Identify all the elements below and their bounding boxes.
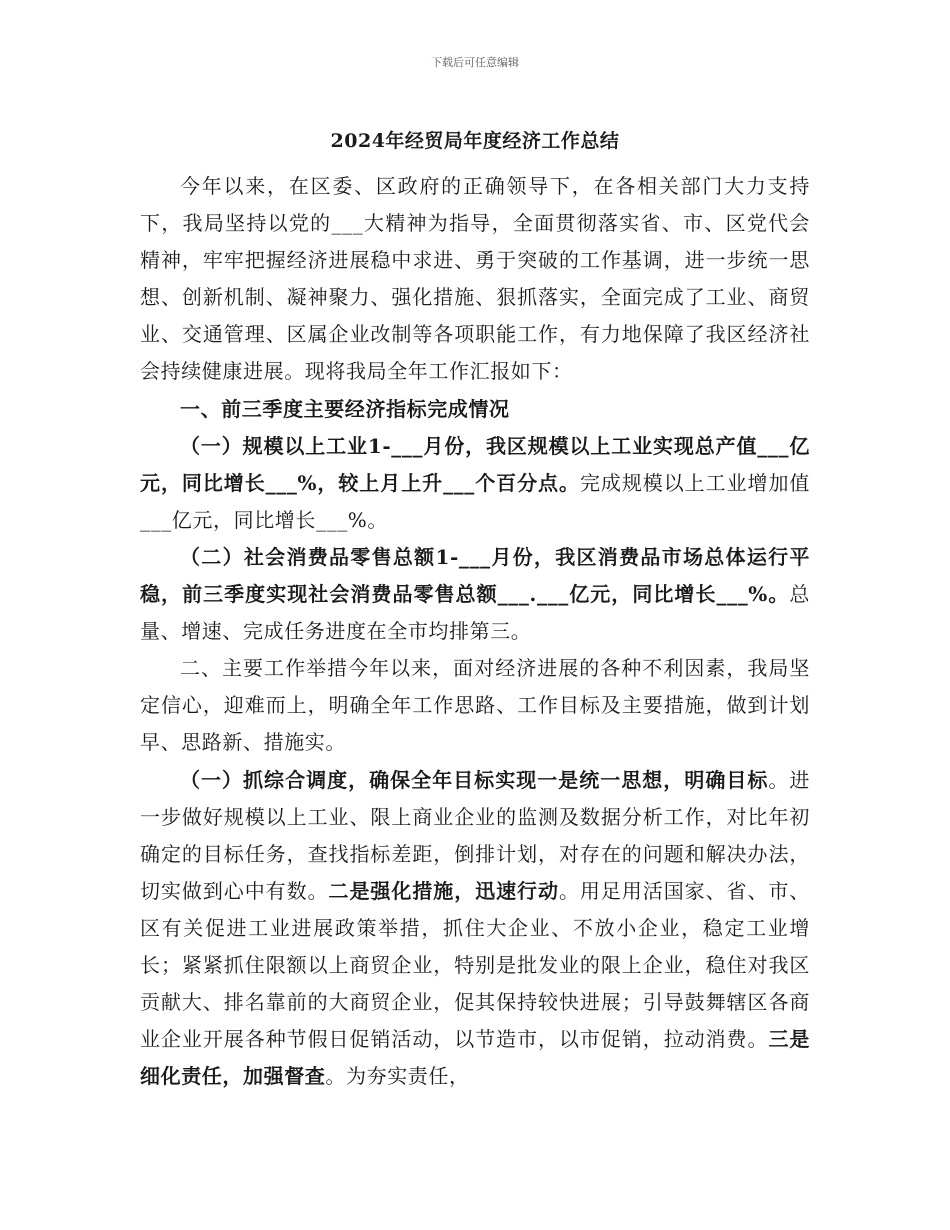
section1-item2-text: 总量、增速、完成任务进度在全市均排第三。 [140, 582, 810, 644]
section1-item1-text: 完成规模以上工业增加值___亿元，同比增长___%。 [140, 470, 810, 532]
section1-item2-bold: （二）社会消费品零售总额1-___月份，我区消费品市场总体运行平稳，前三季度实现社会消费品零售总额___.___亿元，同比增长___%。 [140, 544, 810, 607]
section2-item1 [140, 762, 810, 1096]
section2-item1-bold-c: 三是细化责任，加强督查 [140, 1027, 811, 1089]
header-note: 下载后可任意编辑 [431, 56, 519, 69]
section1-item2 [140, 539, 810, 650]
section1-item1-bold: （一）规模以上工业1-___月份，我区规模以上工业实现总产值___亿元，同比增长___%，较上月上升___个百分点。 [140, 433, 810, 495]
intro-paragraph: 今年以来，在区委、区政府的正确领导下，在各相关部门大力支持下，我局坚持以党的___大精神为指导，全面贯彻落实省、市、区党代会精神，牢牢把握经济进展稳中求进、勇于突破的工作基调，进一步统一思想、创新机制、凝神聚力、强化措施、狠抓落实，全面完成了工业、商贸业、交通管理、区属企业改制等各项职能工作，有力地保障了我区经济社会持续健康进展。现将我局全年工作汇报如下： [140, 174, 810, 384]
section2-item1-bold-a: （一）抓综合调度，确保全年目标实现一是统一思想，明确目标 [180, 767, 769, 792]
section1-item1 [140, 428, 810, 539]
section1-heading: 一、前三季度主要经济指标完成情况 [180, 396, 510, 421]
section2-intro: 二、主要工作举措今年以来，面对经济进展的各种不利因素，我局坚定信心，迎难而上，明确全年工作思路、工作目标及主要措施，做到计划早、思路新、措施实。 [140, 656, 810, 755]
section2-item1-bold-b: 二是强化措施，迅速行动 [328, 878, 559, 903]
document-body [140, 168, 810, 1095]
document-title: 2024年经贸局年度经济工作总结 [330, 130, 620, 152]
section2-item1-text-a: 。进一步做好规模以上工业、限上商业企业的监测及数据分析工作，对比年初确定的目标任务，查找指标差距，倒排计划，对存在的问题和解决办法，切实做到心中有数。 [140, 767, 810, 903]
section2-item1-text-b: 。用足用活国家、省、市、区有关促进工业进展政策举措，抓住大企业、不放小企业，稳定工业增长；紧紧抓住限额以上商贸企业，特别是批发业的限上企业，稳住对我区贡献大、排名靠前的大商贸企业，促其保持较快进展；引导鼓舞辖区各商业企业开展各种节假日促销活动，以节造市，以市促销，拉动消费。 [140, 878, 810, 1052]
section2-item1-text-c: 。为夯实责任， [325, 1064, 470, 1089]
